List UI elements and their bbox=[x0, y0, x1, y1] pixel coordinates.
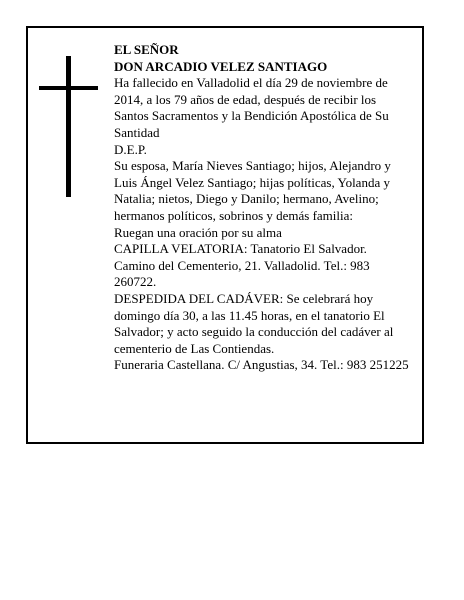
rip-line: D.E.P. bbox=[114, 141, 147, 157]
death-announcement: Ha fallecido en Valladolid el día 29 de noviembre de 2014, a los 79 años de edad, después de recibir los Santos Sacramentos y la Bendición Apostólica de Su Santidad bbox=[114, 75, 389, 140]
deceased-name: DON ARCADIO VELEZ SANTIAGO bbox=[114, 58, 328, 74]
notice-text bbox=[114, 42, 410, 374]
prayer-request: Ruegan una oración por su alma bbox=[114, 224, 282, 240]
funeral-home-info: Funeraria Castellana. C/ Angustias, 34. Tel.: 983 251225 bbox=[114, 357, 409, 373]
notice-heading: EL SEÑOR bbox=[114, 42, 179, 57]
farewell-info: DESPEDIDA DEL CADÁVER: Se celebrará hoy domingo día 30, a las 11.45 horas, en el tanatorio El Salvador; y acto seguido la conducción del cadáver al cementerio de Las Contiendas. bbox=[114, 290, 394, 356]
family-list: Su esposa, María Nieves Santiago; hijos, Alejandro y Luis Ángel Velez Santiago; hijas políticas, Yolanda y Natalia; nietos, Diego y Danilo; hermano, Avelino; hermanos políticos, sobrinos y demás familia: bbox=[114, 158, 391, 223]
chapel-info: CAPILLA VELATORIA: Tanatorio El Salvador. Camino del Cementerio, 21. Valladolid. Tel.: 983 260722. bbox=[114, 241, 370, 290]
obituary-notice bbox=[26, 26, 424, 444]
cross-vertical-bar bbox=[66, 56, 71, 197]
cross-horizontal-bar bbox=[39, 86, 98, 90]
